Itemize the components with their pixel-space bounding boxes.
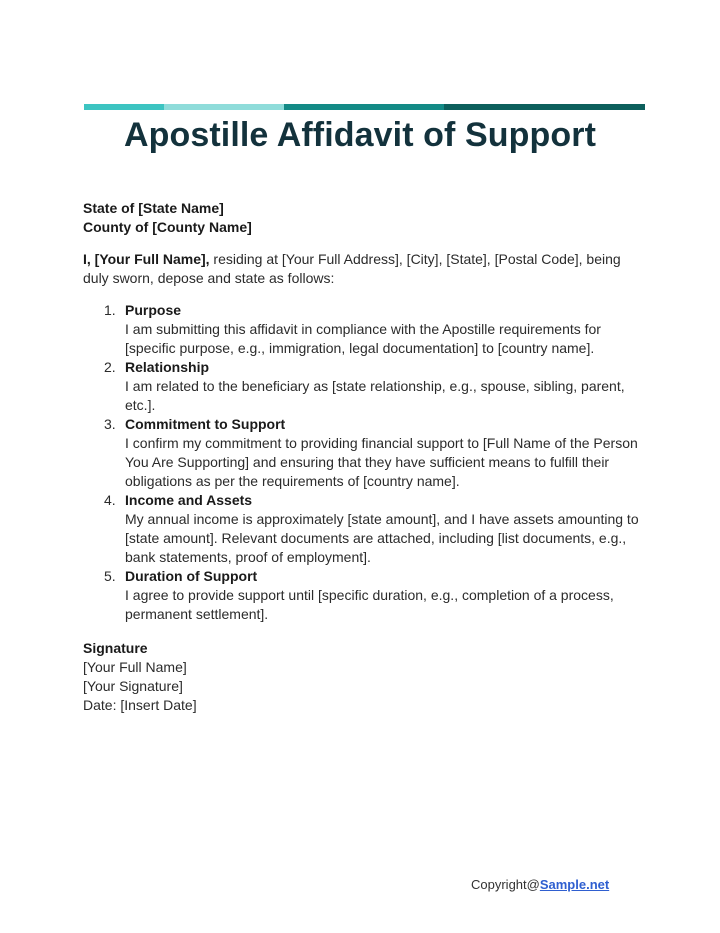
item-text: I confirm my commitment to providing financial support to [Full Name of the Person You Are Supporting] and ensuring that they have sufficient means to fulfill their obligations as per the requirements of [country name]. — [125, 435, 638, 489]
item-text: I am submitting this affidavit in compliance with the Apostille requirements for [specific purpose, e.g., immigration, legal documentation] to [country name]. — [125, 321, 601, 356]
list-item — [83, 415, 643, 491]
signature-date: Date: [Insert Date] — [83, 697, 197, 713]
item-text: I am related to the beneficiary as [state relationship, e.g., spouse, sibling, parent, etc.]. — [125, 378, 625, 413]
affiant-name: I, [Your Full Name], — [83, 251, 210, 267]
item-number: 2. — [104, 359, 116, 375]
item-number: 5. — [104, 568, 116, 584]
item-title: Purpose — [125, 302, 182, 318]
document-body — [83, 199, 643, 715]
intro-text: residing at [Your Full Address], [City], [State], [Postal Code], being duly sworn, depose and state as follows: — [83, 251, 621, 286]
item-number: 1. — [104, 302, 116, 318]
intro-paragraph — [83, 250, 643, 288]
list-item — [83, 301, 643, 358]
sample-net-link[interactable]: Sample.net — [539, 877, 610, 892]
accent-bar-segment-4 — [444, 104, 645, 110]
copyright-footer — [471, 877, 609, 892]
signature-title: Signature — [83, 640, 148, 656]
county-line: County of [County Name] — [83, 219, 252, 235]
signature-name: [Your Full Name] — [83, 659, 187, 675]
list-item — [83, 358, 643, 415]
item-title: Relationship — [125, 359, 210, 375]
item-number: 4. — [104, 492, 116, 508]
signature-block — [83, 639, 643, 715]
state-line: State of [State Name] — [83, 200, 224, 216]
item-number: 3. — [104, 416, 116, 432]
signature-line: [Your Signature] — [83, 678, 183, 694]
item-title: Income and Assets — [125, 492, 253, 508]
list-item — [83, 567, 643, 624]
document-title: Apostille Affidavit of Support — [123, 116, 597, 154]
item-title: Duration of Support — [125, 568, 258, 584]
copyright-prefix: Copyright@ — [471, 877, 540, 892]
item-text: I agree to provide support until [specific duration, e.g., completion of a process, permanent settlement]. — [125, 587, 614, 622]
statement-list — [83, 301, 643, 624]
accent-bar — [84, 104, 645, 110]
accent-bar-segment-2 — [164, 104, 284, 110]
item-title: Commitment to Support — [125, 416, 286, 432]
item-text: My annual income is approximately [state amount], and I have assets amounting to [state amount]. Relevant documents are attached, including [list documents, e.g., bank statements, proof of employment]. — [125, 511, 639, 565]
list-item — [83, 491, 643, 567]
accent-bar-segment-1 — [84, 104, 164, 110]
accent-bar-segment-3 — [284, 104, 444, 110]
